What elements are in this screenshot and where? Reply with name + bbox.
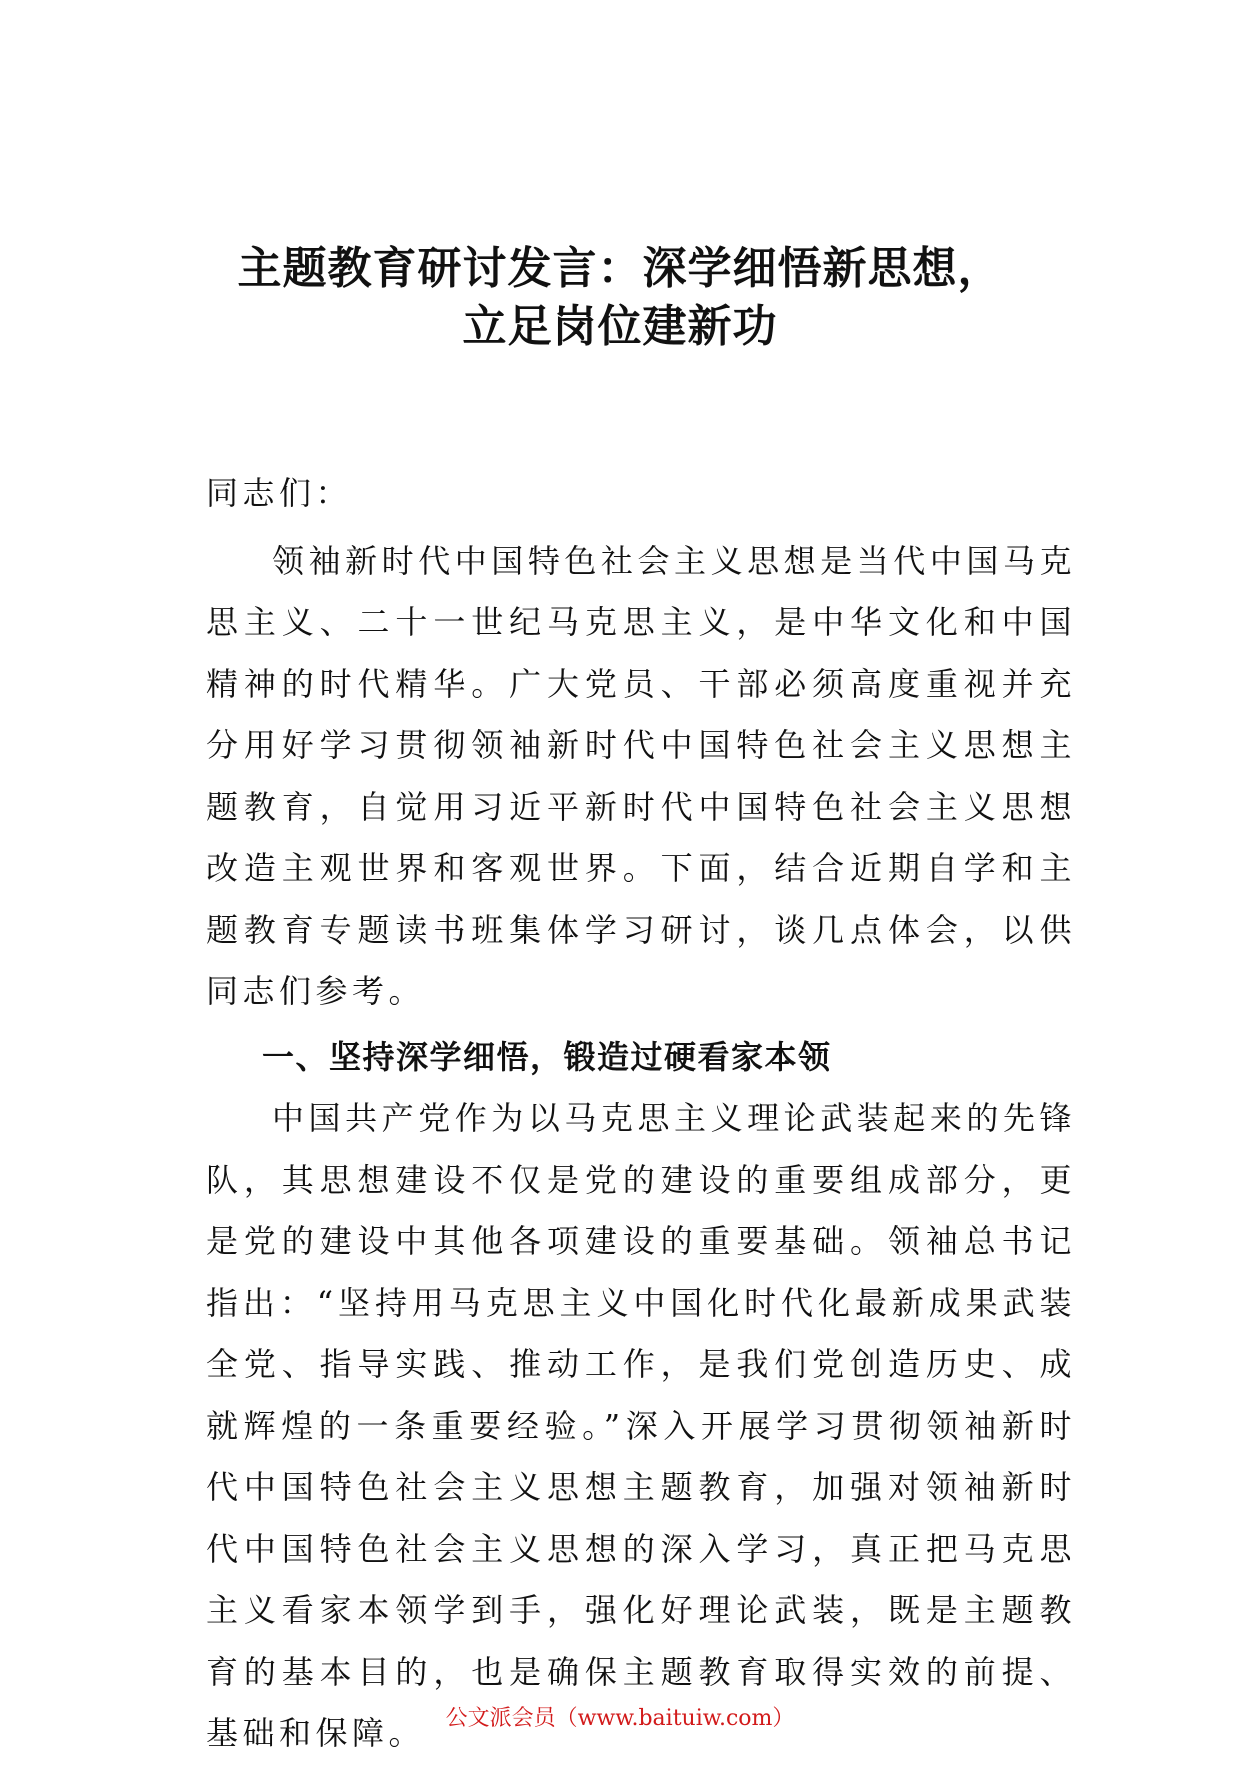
paragraph-section-1: 中国共产党作为以马克思主义理论武装起来的先锋队，其思想建设不仅是党的建设的重要组成部分，更是党的建设中其他各项建设的重要基础。领袖总书记指出：“坚持用马克思主义中国化时代化最新成果武装全党、指导实践、推动工作，是我们党创造历史、成就辉煌的一条重要经验。”深入开展学习贯彻领袖新时代中国特色社会主义思想主题教育，加强对领袖新时代中国特色社会主义思想的深入学习，真正把马克思主义看家本领学到手，强化好理论武装，既是主题教育的基本目的，也是确保主题教育取得实效的前提、基础和保障。 xyxy=(206,1099,1076,1752)
salutation: 同志们： xyxy=(206,474,353,512)
footer-watermark: 公文派会员（www.baituiw.com） xyxy=(445,1706,795,1731)
document-body xyxy=(206,463,1076,1765)
paragraph-intro: 领袖新时代中国特色社会主义思想是当代中国马克思主义、二十一世纪马克思主义，是中华文化和中国精神的时代精华。广大党员、干部必须高度重视并充分用好学习贯彻领袖新时代中国特色社会主义思想主题教育，自觉用习近平新时代中国特色社会主义思想改造主观世界和客观世界。下面，结合近期自学和主题教育专题读书班集体学习研讨，谈几点体会，以供同志们参考。 xyxy=(206,541,1076,1010)
document-title xyxy=(120,240,1120,356)
section-heading-1: 一、坚持深学细悟，锻造过硬看家本领 xyxy=(262,1037,832,1076)
title-line-1: 主题教育研讨发言：深学细悟新思想， xyxy=(237,243,1003,294)
title-line-2: 立足岗位建新功 xyxy=(462,301,778,352)
